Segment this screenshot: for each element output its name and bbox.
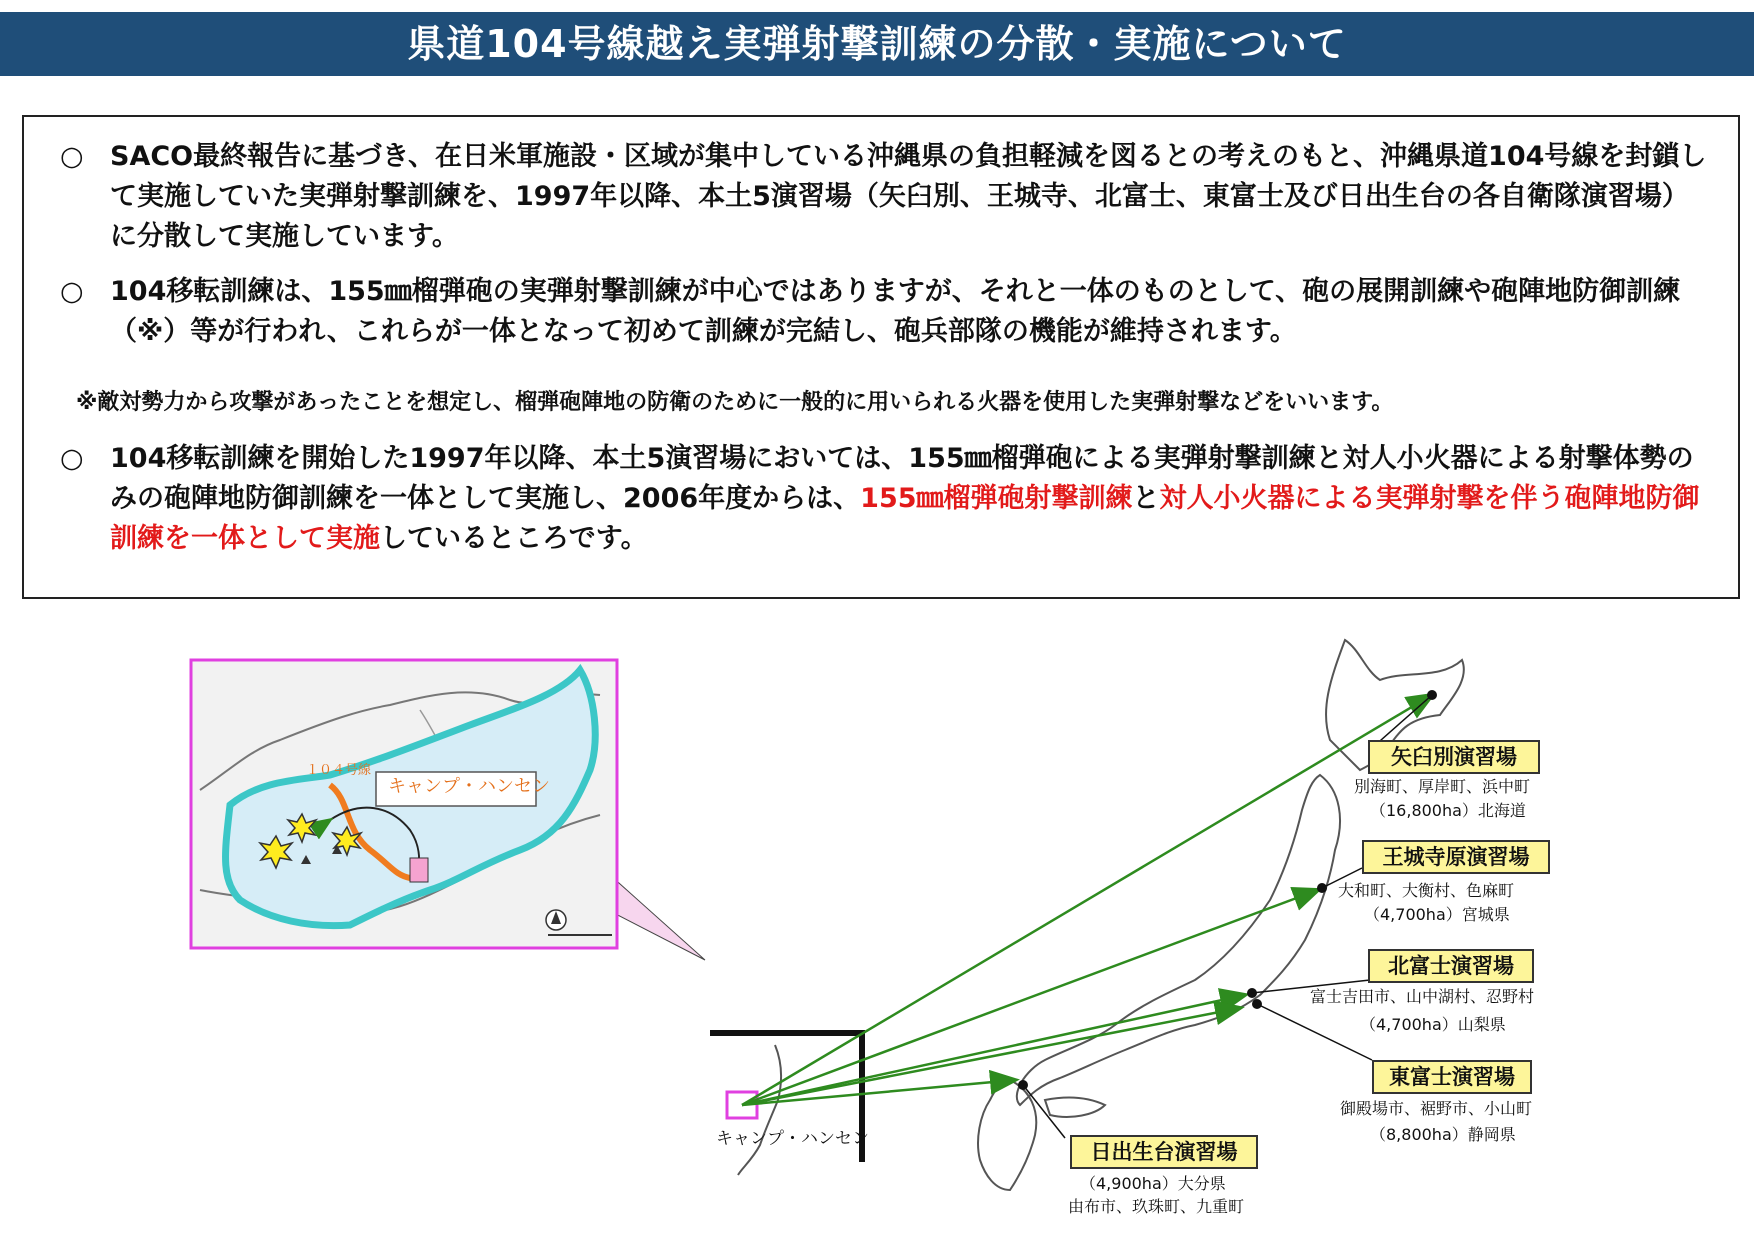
footnote: ※敵対勢力から攻撃があったことを想定し、榴弾砲陣地の防衛のために一般的に用いられる火器を使用した実弾射撃などをいいます。 (76, 390, 1394, 415)
site-area: （8,800ha）静岡県 (1370, 1125, 1516, 1144)
site-towns: 由布市、玖珠町、九重町 (1068, 1197, 1245, 1216)
page-title: 県道104号線越え実弾射撃訓練の分散・実施について (0, 12, 1754, 76)
emphasis-text: 対人小火器による実弾射撃を伴う砲陣地防御訓練を一体として実施 (110, 483, 1700, 554)
okinawa-camp-label: キャンプ・ハンセン (716, 1129, 869, 1149)
paragraph-1 (60, 137, 1710, 257)
site-label-ojojibara: 王城寺原演習場 (1362, 840, 1550, 874)
site-area: （4,900ha）大分県 (1080, 1174, 1226, 1193)
paragraph-3 (60, 439, 1710, 559)
paragraph-2 (60, 272, 1710, 352)
paragraph-1-text: SACO最終報告に基づき、在日米軍施設・区域が集中している沖縄県の負担軽減を図るとの考えのもと、沖縄県道104号線を封鎖して実施していた実弾射撃訓練を、1997年以降、本土5演習場（矢臼別、王城寺、北富士、東富士及び日出生台の各自衛隊演習場）に分散して実施しています。 (110, 141, 1707, 252)
target-marker (410, 858, 428, 882)
site-label-kitafuji: 北富士演習場 (1368, 949, 1534, 983)
leader-line (1257, 1004, 1372, 1060)
paragraph-3-tail: しているところです。 (380, 523, 648, 554)
emphasis-text: 155㎜榴弾砲射撃訓練 (860, 483, 1133, 514)
site-towns: 富士吉田市、山中湖村、忍野村 (1310, 987, 1535, 1006)
site-towns: 御殿場市、裾野市、小山町 (1340, 1099, 1533, 1118)
shikoku-outline (1045, 1098, 1105, 1117)
summary-box (22, 115, 1740, 599)
paragraph-3-joiner: と (1132, 483, 1160, 514)
site-area: （4,700ha）宮城県 (1364, 905, 1510, 924)
bullet-icon: ○ (60, 443, 84, 474)
site-label-yausubetsu: 矢臼別演習場 (1368, 740, 1540, 774)
map-area (0, 600, 1754, 1241)
paragraph-3-text: 104移転訓練を開始した1997年以降、本土5演習場においては、155㎜榴弾砲による実弾射撃訓練と対人小火器による射撃体勢のみの砲陣地防御訓練を一体として実施し、2006年度からは、 (110, 443, 1694, 514)
bullet-icon: ○ (60, 276, 84, 307)
okinawa-outline (738, 1045, 781, 1175)
arrow-yausubetsu (742, 695, 1432, 1105)
honshu-outline (1017, 775, 1340, 1105)
inset-camp-label: キャンプ・ハンセン (388, 776, 550, 797)
site-towns: 別海町、厚岸町、浜中町 (1354, 777, 1531, 796)
arrow-hijudai (742, 1080, 1015, 1105)
site-area: （16,800ha）北海道 (1370, 801, 1526, 820)
paragraph-2-text: 104移転訓練は、155㎜榴弾砲の実弾射撃訓練が中心ではありますが、それと一体のものとして、砲の展開訓練や砲陣地防御訓練（※）等が行われ、これらが一体となって初めて訓練が完結し、砲兵部隊の機能が維持されます。 (110, 276, 1681, 347)
inset-road-label: １０４号線 (306, 763, 372, 778)
arrow-higashifuji (742, 1008, 1240, 1105)
site-area: （4,700ha）山梨県 (1360, 1015, 1506, 1034)
site-towns: 大和町、大衡村、色麻町 (1338, 881, 1515, 900)
site-label-hijudai: 日出生台演習場 (1070, 1135, 1258, 1169)
bullet-icon: ○ (60, 141, 84, 172)
leader-line (1023, 1085, 1065, 1138)
site-label-higashifuji: 東富士演習場 (1372, 1060, 1532, 1094)
